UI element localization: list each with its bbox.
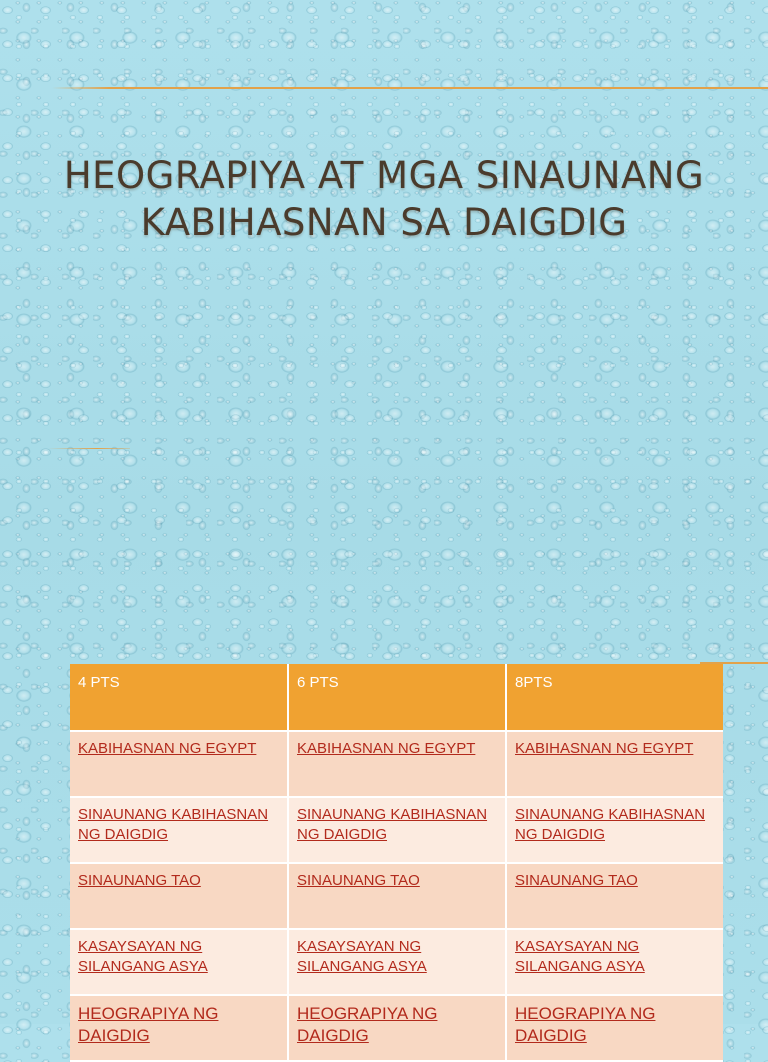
header-8-pts: 8PTS [506, 664, 723, 731]
header-4-pts: 4 PTS [70, 664, 288, 731]
header-6-pts: 6 PTS [288, 664, 506, 731]
table-cell [70, 797, 288, 863]
table-cell [288, 731, 506, 797]
question-link[interactable]: HEOGRAPIYA NG DAIGDIG [515, 1004, 656, 1045]
decorative-rule-left [48, 448, 130, 449]
question-link[interactable]: HEOGRAPIYA NG DAIGDIG [297, 1004, 438, 1045]
question-link[interactable]: KASAYSAYAN NG SILANGANG ASYA [515, 938, 645, 975]
table-row [70, 929, 723, 995]
table-cell [70, 929, 288, 995]
question-link[interactable]: SINAUNANG KABIHASNAN NG DAIGDIG [78, 806, 269, 843]
table-row [70, 863, 723, 929]
table-row [70, 797, 723, 863]
question-link[interactable]: KASAYSAYAN NG SILANGANG ASYA [297, 938, 427, 975]
points-table [70, 664, 723, 1062]
table-row [70, 995, 723, 1061]
question-link[interactable]: KABIHASNAN NG EGYPT [297, 740, 476, 757]
question-link[interactable]: KABIHASNAN NG EGYPT [78, 740, 257, 757]
slide-title [40, 152, 728, 246]
table-cell [506, 731, 723, 797]
question-link[interactable]: SINAUNANG TAO [78, 872, 201, 889]
table-cell [288, 929, 506, 995]
question-link[interactable]: SINAUNANG KABIHASNAN NG DAIGDIG [515, 806, 706, 843]
table-cell [506, 797, 723, 863]
slide-title-line-1: HEOGRAPIYA AT MGA SINAUNANG [63, 154, 705, 197]
table-cell [70, 995, 288, 1061]
table-cell [70, 863, 288, 929]
question-link[interactable]: SINAUNANG TAO [515, 872, 638, 889]
question-link[interactable]: KASAYSAYAN NG SILANGANG ASYA [78, 938, 208, 975]
table-cell [288, 797, 506, 863]
table-cell [506, 995, 723, 1061]
question-link[interactable]: HEOGRAPIYA NG DAIGDIG [78, 1004, 219, 1045]
table-row [70, 731, 723, 797]
table-cell [288, 995, 506, 1061]
table-cell [506, 863, 723, 929]
table-cell [70, 731, 288, 797]
decorative-rule-top [52, 87, 768, 89]
table-cell [506, 929, 723, 995]
question-link[interactable]: KABIHASNAN NG EGYPT [515, 740, 694, 757]
question-link[interactable]: SINAUNANG KABIHASNAN NG DAIGDIG [297, 806, 488, 843]
question-link[interactable]: SINAUNANG TAO [297, 872, 420, 889]
slide-title-line-2: KABIHASNAN SA DAIGDIG [140, 201, 628, 244]
table-cell [288, 863, 506, 929]
table-header-row [70, 664, 723, 731]
